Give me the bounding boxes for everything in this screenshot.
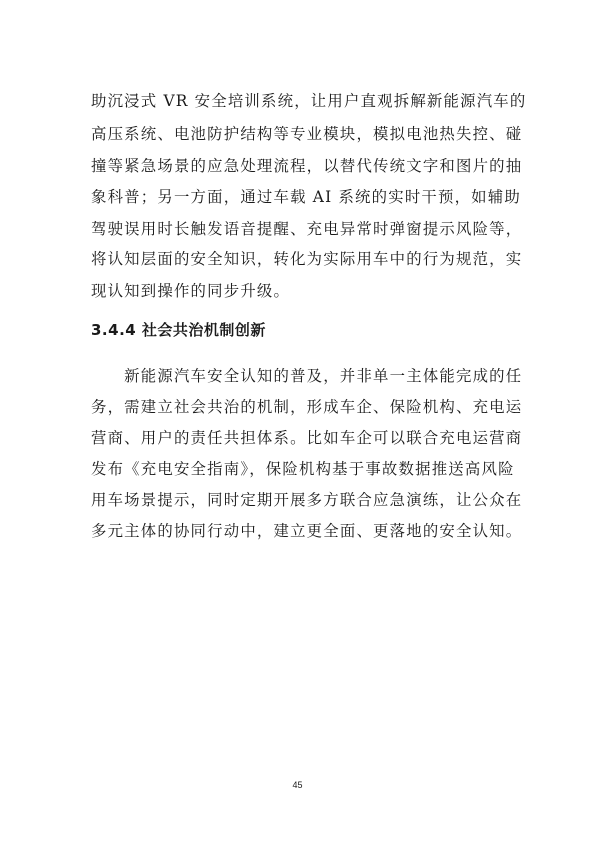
paragraph-line: 务，需建立社会共治的机制，形成车企、保险机构、充电运 [91, 398, 523, 416]
paragraph-line: 将认知层面的安全知识，转化为实际用车中的行为规范，实 [91, 250, 523, 268]
section-heading: 3.4.4 社会共治机制创新 [91, 321, 266, 339]
paragraph-line: 撞等紧急场景的应急处理流程，以替代传统文字和图片的抽 [91, 157, 523, 175]
paragraph-line: 象科普；另一方面，通过车载 AI 系统的实时干预，如辅助 [91, 188, 521, 206]
paragraph-line: 驾驶误用时长触发语音提醒、充电异常时弹窗提示风险等， [91, 220, 523, 238]
paragraph-line: 助沉浸式 VR 安全培训系统，让用户直观拆解新能源汽车的 [91, 92, 527, 110]
paragraph-line: 新能源汽车安全认知的普及，并非单一主体能完成的任 [91, 367, 523, 385]
page-number: 45 [292, 780, 303, 790]
paragraph-line: 发布《充电安全指南》，保险机构基于事故数据推送高风险 [91, 460, 515, 478]
paragraph-line: 高压系统、电池防护结构等专业模块，模拟电池热失控、碰 [91, 125, 523, 143]
paragraph-line: 用车场景提示，同时定期开展多方联合应急演练，让公众在 [91, 491, 523, 509]
paragraph-line: 营商、用户的责任共担体系。比如车企可以联合充电运营商 [91, 429, 523, 447]
paragraph-line: 现认知到操作的同步升级。 [91, 282, 291, 300]
paragraph-line: 多元主体的协同行动中，建立更全面、更落地的安全认知。 [91, 522, 523, 540]
